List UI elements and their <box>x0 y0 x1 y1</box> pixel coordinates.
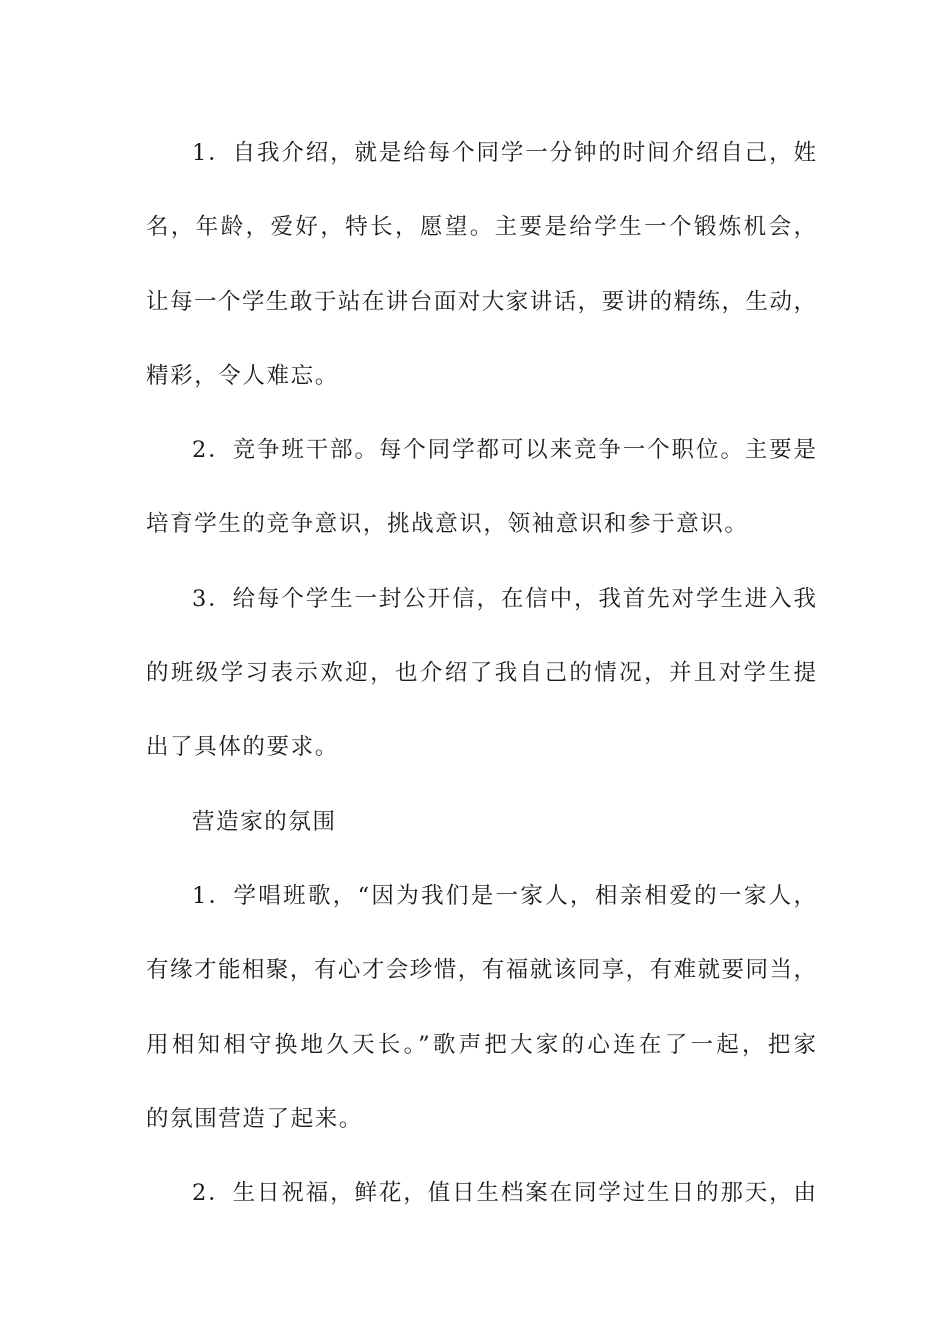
text-line: 名，年龄，爱好，特长，愿望。主要是给学生一个锻炼机会， <box>146 214 816 240</box>
text-line: 培育学生的竞争意识，挑战意识，领袖意识和参于意识。 <box>146 511 749 537</box>
text-line: 2．生日祝福，鲜花，值日生档案在同学过生日的那天，由 <box>192 1180 816 1206</box>
text-line: 的氛围营造了起来。 <box>146 1106 363 1132</box>
text-line: 有缘才能相聚，有心才会珍惜，有福就该同享，有难就要同当， <box>146 957 816 983</box>
text-line: 3．给每个学生一封公开信，在信中，我首先对学生进入我 <box>192 586 816 612</box>
text-line: 精彩，令人难忘。 <box>146 363 339 389</box>
text-line: 1．自我介绍，就是给每个同学一分钟的时间介绍自己，姓 <box>192 140 816 166</box>
text-line: 的班级学习表示欢迎，也介绍了我自己的情况，并且对学生提 <box>146 660 816 686</box>
text-line: 用相知相守换地久天长。”歌声把大家的心连在了一起，把家 <box>146 1032 816 1058</box>
text-line: 2．竞争班干部。每个同学都可以来竞争一个职位。主要是 <box>192 437 816 463</box>
text-line: 出了具体的要求。 <box>146 734 339 760</box>
section-heading: 营造家的氛围 <box>192 809 337 835</box>
text-line: 1．学唱班歌，“因为我们是一家人，相亲相爱的一家人， <box>192 883 816 909</box>
text-line: 让每一个学生敢于站在讲台面对大家讲话，要讲的精练，生动， <box>146 289 816 315</box>
